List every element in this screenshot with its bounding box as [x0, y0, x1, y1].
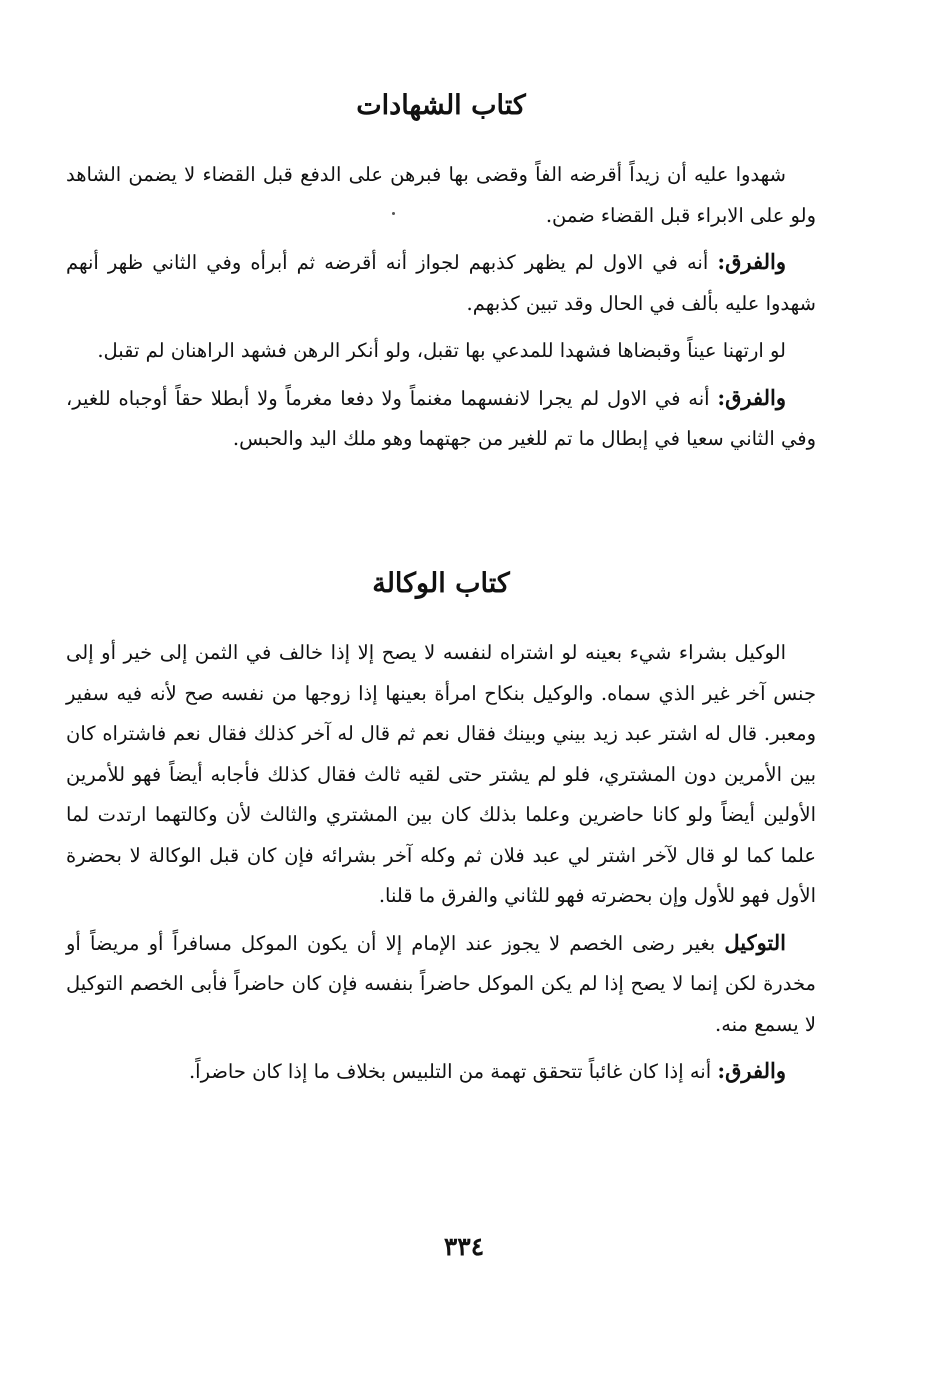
- paragraph: [66, 242, 816, 324]
- paragraph: [66, 923, 816, 1046]
- paragraph-lead: والفرق:: [717, 1058, 786, 1083]
- paragraph-lead: التوكيل: [724, 929, 786, 955]
- paragraph-lead: والفرق:: [717, 384, 786, 410]
- paragraph-text: لو ارتهنا عيناً وقبضاها فشهدا للمدعي بها تقبل، ولو أنكر الرهن فشهد الراهنان لم تقبل.: [97, 339, 786, 362]
- paragraph: [66, 632, 816, 917]
- paragraph-text: أنه في الاول لم يظهر كذبهم لجواز أنه أقرضه ثم أبرأه وفي الثاني ظهر أنهم شهدوا عليه بألف في الحال وقد تبين كذبهم.: [66, 251, 816, 315]
- section-title: كتاب الشهادات: [356, 90, 526, 121]
- paragraph: [66, 378, 816, 460]
- paragraph: [66, 154, 816, 236]
- paragraph-lead: والفرق:: [717, 249, 786, 274]
- scan-speck: [392, 212, 395, 215]
- paragraph: [66, 330, 816, 372]
- section-title: كتاب الوكالة: [372, 568, 510, 599]
- section-shahadat: [66, 82, 816, 466]
- paragraph-text: أنه في الاول لم يجرا لانفسهما مغنماً ولا دفعا مغرماً ولا أبطلا حقاً أوجباه للغير، وفي الثاني سعيا في إبطال ما تم للغير من جهتهما وهو ملك اليد والحبس.: [66, 386, 816, 450]
- paragraph-text: بغير رضى الخصم لا يجوز عند الإمام إلا أن يكون الموكل مسافراً أو مريضاً أو مخدرة لكن إنما لا يصح إذا لم يكن الموكل حاضراً بنفسه فإن كان حاضراً فأبى الخصم التوكيل لا يسمع منه.: [66, 931, 816, 1036]
- page-number: ٣٣٤: [443, 1232, 485, 1261]
- section-wakala: [66, 560, 816, 1099]
- paragraph: [66, 1051, 816, 1093]
- paragraph-text: شهدوا عليه أن زيداً أقرضه الفاً وقضى بها فبرهن على الدفع قبل القضاء لا يضمن الشاهد ولو على الابراء قبل القضاء ضمن.: [66, 163, 816, 227]
- paragraph-text: أنه إذا كان غائباً تتحقق تهمة من التلبيس بخلاف ما إذا كان حاضراً.: [188, 1060, 718, 1083]
- paragraph-text: الوكيل بشراء شيء بعينه لو اشتراه لنفسه لا يصح إلا إذا خالف في الثمن إلى خير أو إلى جنس آخر غير الذي سماه. والوكيل بنكاح امرأة بعينها إذا زوجها من نفسه صح لأنه فيه سفير ومعبر. قال له اشتر عبد زيد بيني وبينك فقال نعم ثم قال له آخر كذلك فقال نعم فاشتراه كان بين الأمرين دون المشتري، فلو لم يشتر حتى لقيه ثالث فقال كذلك فأجابه أيضاً فهو للأمرين الأولين أيضاً ولو كانا حاضرين وعلما بذلك كان بين المشتري والثالث لأن وكالتهما ارتدت لما علما كما لو قال لآخر اشتر لي عبد فلان ثم وكله آخر بشرائه فإن كان قبل الوكالة لا بحضرة الأول فهو للأول وإن بحضرته فهو للثاني والفرق ما قلنا.: [66, 641, 816, 907]
